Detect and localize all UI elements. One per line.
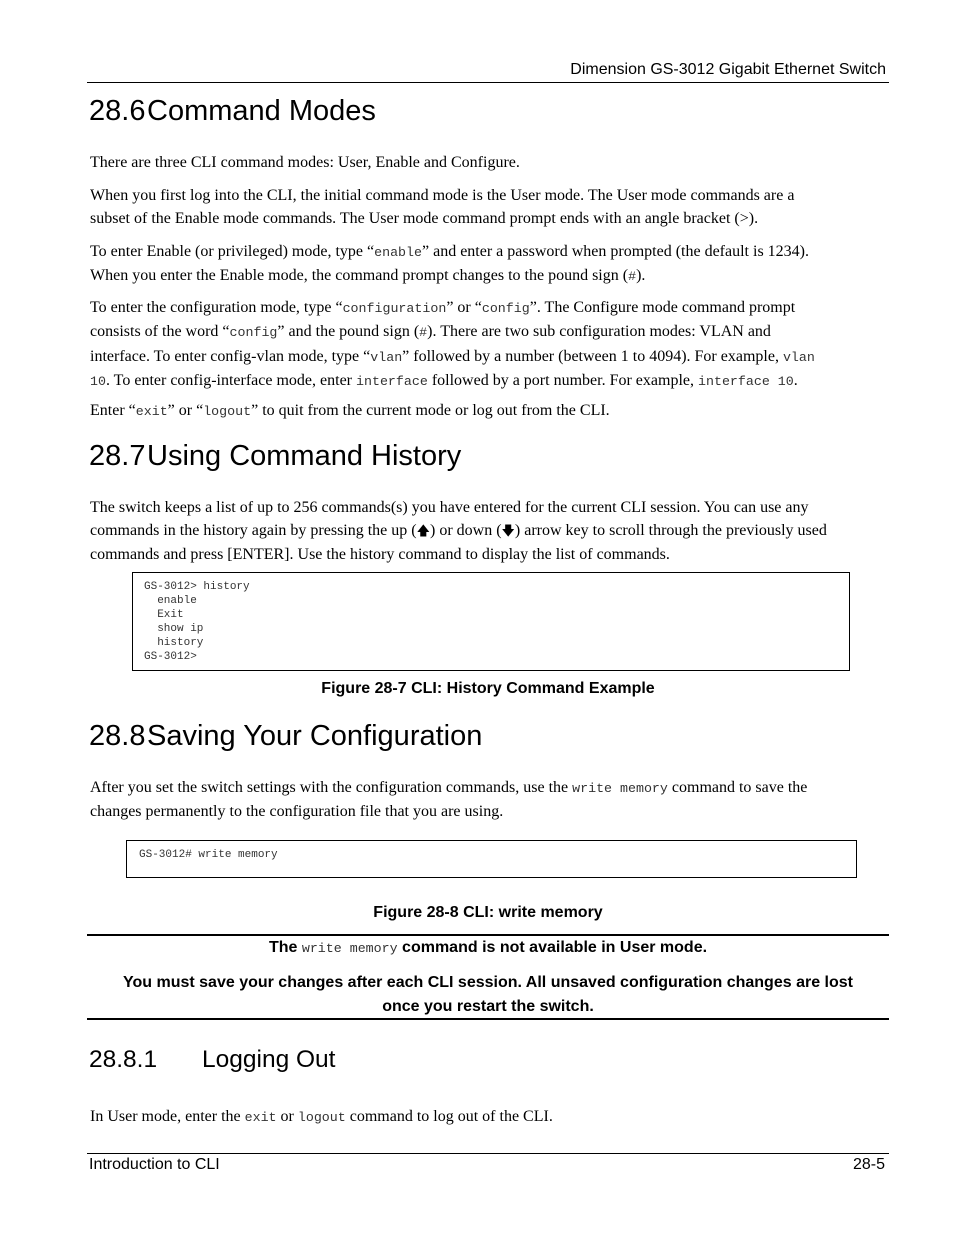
paragraph bbox=[90, 240, 890, 289]
code-example-write-memory bbox=[126, 840, 857, 878]
paragraph-line: To enter Enable (or privileged) mode, type “enable” and enter a password when prompted (the default is 1234). bbox=[90, 243, 809, 260]
header-rule bbox=[87, 82, 889, 83]
section-heading-28-7 bbox=[89, 440, 461, 473]
paragraph-line: When you first log into the CLI, the initial command mode is the User mode. The User mode commands are a bbox=[90, 187, 795, 204]
page-number: 28-5 bbox=[852, 1156, 885, 1173]
figure-caption: Figure 28-8 CLI: write memory bbox=[373, 904, 603, 921]
note-top-rule bbox=[87, 934, 889, 936]
note-text bbox=[87, 971, 889, 1019]
paragraph: In User mode, enter the exit or logout command to log out of the CLI. bbox=[90, 1108, 553, 1125]
footer-rule bbox=[87, 1153, 889, 1154]
paragraph-line: subset of the Enable mode commands. The User mode command prompt ends with an angle bracket (>). bbox=[90, 210, 759, 228]
paragraph bbox=[90, 496, 890, 566]
footer-chapter: Introduction to CLI bbox=[89, 1156, 220, 1173]
paragraph: There are three CLI command modes: User, Enable and Configure. bbox=[90, 154, 520, 171]
running-header: Dimension GS-3012 Gigabit Ethernet Switch bbox=[570, 61, 886, 78]
paragraph-line: commands and press [ENTER]. Use the history command to display the list of commands. bbox=[90, 545, 670, 563]
paragraph-line: 10. To enter config-interface mode, enter interface followed by a port number. For example, interface 10. bbox=[90, 371, 798, 389]
note-line: once you restart the switch. bbox=[382, 998, 594, 1015]
paragraph-line: changes permanently to the configuration file that you are using. bbox=[90, 803, 504, 821]
subsection-number: 28.8.1 bbox=[89, 1046, 158, 1073]
arrow-down-icon: 🡇 bbox=[501, 523, 515, 539]
code-block: GS-3012# write memory bbox=[139, 849, 278, 861]
section-number: 28.7 bbox=[89, 440, 146, 472]
arrow-up-icon: 🡅 bbox=[416, 523, 430, 539]
section-number: 28.8 bbox=[89, 720, 146, 752]
paragraph-line: After you set the switch settings with the configuration commands, use the write memory command to save the bbox=[90, 779, 808, 796]
section-title: Saving Your Configuration bbox=[147, 720, 483, 752]
paragraph: Enter “exit” or “logout” to quit from the current mode or log out from the CLI. bbox=[90, 402, 610, 419]
note-text: The write memory command is not available in User mode. bbox=[268, 939, 708, 956]
paragraph bbox=[90, 296, 890, 393]
code-example-history bbox=[132, 572, 850, 671]
paragraph-line: When you enter the Enable mode, the command prompt changes to the pound sign (#). bbox=[90, 267, 646, 285]
section-heading-28-6 bbox=[89, 95, 376, 128]
paragraph-line: commands in the history again by pressing the up (🡅) or down (🡇) arrow key to scroll through the previously used bbox=[90, 522, 827, 540]
subsection-title: Logging Out bbox=[202, 1046, 336, 1073]
paragraph bbox=[90, 184, 890, 231]
section-heading-28-8 bbox=[89, 720, 482, 753]
section-number: 28.6 bbox=[89, 95, 146, 127]
paragraph-line: To enter the configuration mode, type “configuration” or “config”. The Configure mode command prompt bbox=[90, 299, 796, 316]
paragraph bbox=[90, 776, 890, 824]
note-line: You must save your changes after each CLI session. All unsaved configuration changes are lost bbox=[123, 974, 853, 991]
code-block: GS-3012> history enable Exit show ip history GS-3012> bbox=[144, 581, 250, 663]
paragraph-line: The switch keeps a list of up to 256 commands(s) you have entered for the current CLI session. You can use any bbox=[90, 499, 809, 516]
paragraph-line: consists of the word “config” and the pound sign (#). There are two sub configuration modes: VLAN and bbox=[90, 323, 771, 341]
section-title: Using Command History bbox=[147, 440, 462, 472]
note-bottom-rule bbox=[87, 1018, 889, 1020]
section-title: Command Modes bbox=[147, 95, 376, 127]
paragraph-line: interface. To enter config-vlan mode, type “vlan” followed by a number (between 1 to 4094). For example, vlan bbox=[90, 347, 815, 365]
subsection-heading-28-8-1 bbox=[89, 1046, 336, 1074]
figure-caption: Figure 28-7 CLI: History Command Example bbox=[321, 680, 655, 697]
